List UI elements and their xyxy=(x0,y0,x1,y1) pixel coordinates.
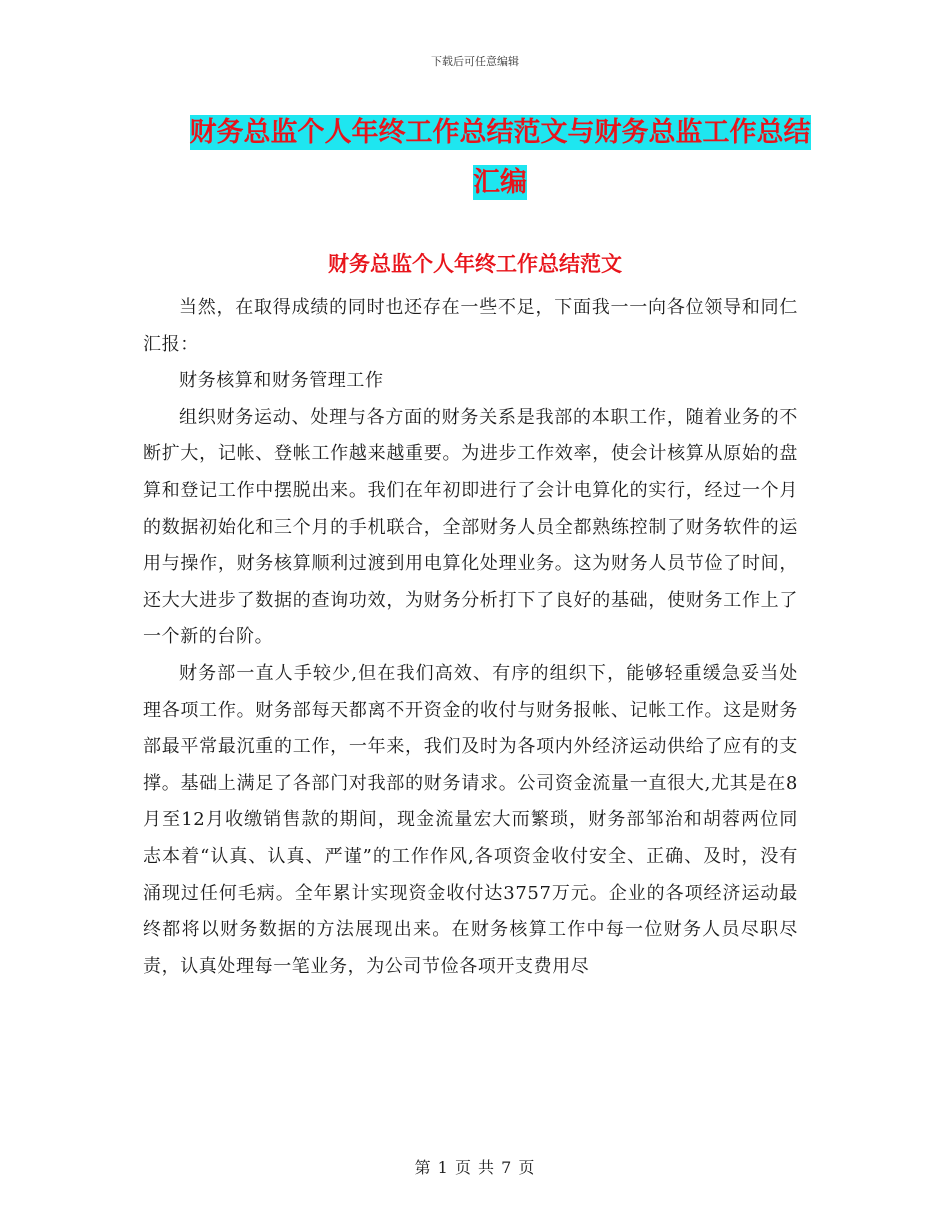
document-title-text: 财务总监个人年终工作总结范文与财务总监工作总结汇编 xyxy=(189,117,811,198)
paragraph-heading: 财务核算和财务管理工作 xyxy=(179,370,384,392)
document-body xyxy=(143,290,798,985)
page-header-note: 下载后可任意编辑 xyxy=(431,55,519,68)
paragraph: 当然，在取得成绩的同时也还存在一些不足，下面我一一向各位领导和同仁汇报： xyxy=(143,297,798,355)
section-title: 财务总监个人年终工作总结范文 xyxy=(328,252,622,276)
paragraph: 财务部一直人手较少,但在我们高效、有序的组织下，能够轻重缓急妥当处理各项工作。财务部每天都离不开资金的收付与财务报帐、记帐工作。这是财务部最平常最沉重的工作，一年来，我们及时为各项内外经济运动供给了应有的支撑。基础上满足了各部门对我部的财务请求。公司资金流量一直很大,尤其是在8月至12月收缴销售款的期间，现金流量宏大而繁琐，财务部邹治和胡蓉两位同志本着“认真、认真、严谨”的工作作风,各项资金收付安全、正确、及时，没有涌现过任何毛病。全年累计实现资金收付达3757万元。企业的各项经济运动最终都将以财务数据的方法展现出来。在财务核算工作中每一位财务人员尽职尽责，认真处理每一笔业务，为公司节俭各项开支费用尽 xyxy=(143,662,798,977)
page-number: 第 1 页 共 7 页 xyxy=(414,1158,536,1177)
paragraph: 组织财务运动、处理与各方面的财务关系是我部的本职工作，随着业务的不断扩大，记帐、登帐工作越来越重要。为进步工作效率，使会计核算从原始的盘算和登记工作中摆脱出来。我们在年初即进行了会计电算化的实行，经过一个月的数据初始化和三个月的手机联合，全部财务人员全都熟练控制了财务软件的运用与操作，财务核算顺利过渡到用电算化处理业务。这为财务人员节俭了时间，还大大进步了数据的查询功效，为财务分析打下了良好的基础，使财务工作上了一个新的台阶。 xyxy=(143,406,798,648)
document-title xyxy=(180,108,820,208)
